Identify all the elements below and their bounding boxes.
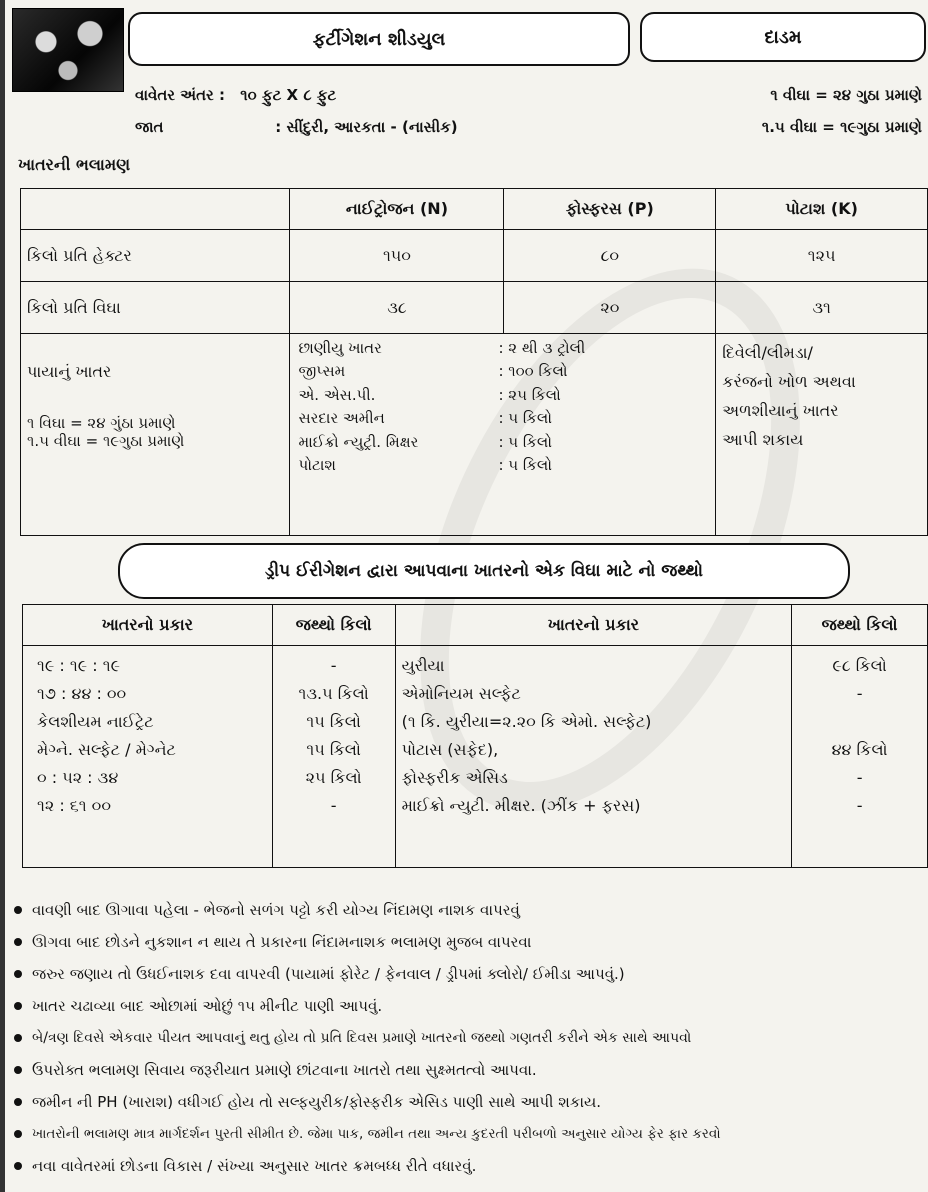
base-note-line: કરંજનો ખોળ અથવા <box>722 372 856 391</box>
spacing-line <box>135 86 336 104</box>
bullet-icon <box>14 1098 22 1106</box>
value-k: ૧૨૫ <box>716 230 928 282</box>
header-phosphorus: ફોસ્ફરસ (P) <box>504 189 716 230</box>
list-item: મેગ્ને. સલ્ફેટ / મેગ્નેટ <box>37 740 176 759</box>
list-item: - <box>330 796 337 815</box>
drip-table <box>22 604 928 868</box>
base-conversion-2: ૧.૫ વીઘા = ૧૯ગુઠા પ્રમાણે <box>27 432 185 450</box>
list-item: જીપ્સમ : ૧૦૦ કિલો <box>298 362 568 381</box>
list-item: પોટાસ (સફેદ), <box>401 740 499 759</box>
page-title: ફર્ટીગેશન શીડયુલ <box>312 28 446 50</box>
base-note-cell <box>716 334 928 536</box>
qty-column-1 <box>272 646 395 868</box>
fert-section-title: ખાતરની ભલામણ <box>18 155 131 174</box>
bullet-icon <box>14 906 22 914</box>
list-item: - <box>856 684 863 703</box>
base-note-line: અળશીયાનું ખાતર <box>722 401 839 420</box>
page-edge <box>0 0 5 1192</box>
list-item: ૪૪ કિલો <box>831 740 888 759</box>
list-item: છાણીયુ ખાતર : ૨ થી ૩ ટ્રોલી <box>298 338 586 357</box>
value-p: ૨૦ <box>504 282 716 334</box>
list-item: ફોસ્ફરીક એસિડ <box>401 768 508 787</box>
list-item: એ. એસ.પી. : ૨૫ કિલો <box>298 385 561 404</box>
header-fert-type-2: ખાતરનો પ્રકાર <box>395 605 792 646</box>
notes-list <box>14 894 924 1182</box>
header-potash: પોટાશ (K) <box>716 189 928 230</box>
crop-name: દાડમ <box>764 26 802 48</box>
base-label-cell <box>21 334 290 536</box>
value-k: ૩૧ <box>716 282 928 334</box>
base-note-line: દિવેલી/લીમડા/ <box>722 343 813 362</box>
table-header-row <box>23 605 928 646</box>
qty-column-2 <box>792 646 928 868</box>
table-header-row <box>21 189 928 230</box>
list-item: ૨૫ કિલો <box>305 768 362 787</box>
crop-name-box <box>640 12 926 62</box>
list-item: ખાતર ચઢાવ્યા બાદ ઓછામાં ઓછું ૧૫ મીનીટ પાણી આપવું. <box>14 990 924 1022</box>
list-item: સરદાર અમીન : ૫ કિલો <box>298 409 552 428</box>
header-nitrogen: નાઈટ્રોજન (N) <box>290 189 504 230</box>
list-item: ૧૩.૫ કિલો <box>298 684 369 703</box>
list-item: ૦ : ૫૨ : ૩૪ <box>37 768 119 787</box>
list-item: ૧૨ : ૬૧ ૦૦ <box>37 796 111 815</box>
drip-banner-text: ડ્રીપ ઈરીગેશન દ્વારા આપવાના ખાતરનો એક વિઘા માટે નો જથ્થો <box>264 561 704 581</box>
conversion-line-1: ૧ વીઘા = ૨૪ ગુઠા પ્રમાણે <box>770 86 922 104</box>
table-row <box>21 282 928 334</box>
list-item: ઊગવા બાદ છોડને નુકશાન ન થાય તે પ્રકારના નિંદામનાશક ભલામણ મુજબ વાપરવા <box>14 926 924 958</box>
drip-banner <box>118 543 850 599</box>
list-item: જમીન ની PH (ખારાશ) વધીગઈ હોય તો સલ્ફયુરીક/ફોસ્ફરીક એસિડ પાણી સાથે આપી શકાય. <box>14 1086 924 1118</box>
list-item: નવા વાવેતરમાં છોડના વિકાસ / સંખ્યા અનુસાર ખાતર ક્રમબધ્ધ રીતે વધારવું. <box>14 1150 924 1182</box>
list-item: માઈક્રો ન્યુટ્રી. મિક્ષર : ૫ કિલો <box>298 432 552 451</box>
list-item: પોટાશ : ૫ કિલો <box>298 456 552 475</box>
spacing-label: વાવેતર અંતર : <box>135 86 226 104</box>
drip-body-row <box>23 646 928 868</box>
fert-type-column-1 <box>23 646 273 868</box>
list-item: ૯૮ કિલો <box>832 656 887 675</box>
list-item: ઉપરોક્ત ભલામણ સિવાય જરૂરીયાત પ્રમાણે છાંટવાના ખાતરો તથા સુક્ષ્મતત્વો આપવા. <box>14 1054 924 1086</box>
list-item: ૧૫ કિલો <box>306 740 361 759</box>
base-conversion-1: ૧ વિઘા = ૨૪ ગુંઠા પ્રમાણે <box>27 414 176 432</box>
list-item: - <box>856 796 863 815</box>
list-item: વાવણી બાદ ઊગાવા પહેલા - ભેજનો સળંગ પટ્ટો કરી યોગ્ય નિંદામણ નાશક વાપરવું <box>14 894 924 926</box>
list-item: જરુર જણાય તો ઉધઈનાશક દવા વાપરવી (પાયામાં ફોરેટ / ફેનવાલ / ડ્રીપમાં ક્લોરો/ ઈમીડા આપવું.) <box>14 958 924 990</box>
bullet-icon <box>14 1130 22 1138</box>
variety-label: જાત <box>135 118 164 136</box>
list-item: ખાતરોની ભલામણ માત્ર માર્ગદર્શન પુરતી સીમીત છે. જેમા પાક, જમીન તથા અન્ય કુદરતી પરીબળો અનુસાર યોગ્ય ફેર ફાર કરવો <box>14 1118 924 1150</box>
variety-line <box>135 118 458 136</box>
fert-type-column-2 <box>395 646 792 868</box>
header-cell-blank <box>21 189 290 230</box>
value-n: ૧૫૦ <box>290 230 504 282</box>
fert-recommend-table <box>20 188 928 536</box>
list-item: ૧૭ : ૪૪ : ૦૦ <box>37 684 127 703</box>
spacing-value: ૧૦ ફુટ X ૮ ફુટ <box>240 86 337 104</box>
header-qty-2: જથ્થો કિલો <box>792 605 928 646</box>
row-label: કિલો પ્રતિ હેક્ટર <box>21 230 290 282</box>
pomegranate-photo <box>12 8 124 92</box>
list-item: ૧૯ : ૧૯ : ૧૯ <box>37 656 121 675</box>
header-qty-1: જથ્થો કિલો <box>272 605 395 646</box>
bullet-icon <box>14 1162 22 1170</box>
base-label: પાયાનું ખાતર <box>27 362 112 381</box>
base-items-cell <box>290 334 716 536</box>
value-p: ૮૦ <box>504 230 716 282</box>
list-item: (૧ કિ. યુરીયા=૨.૨૦ કિ એમો. સલ્ફેટ) <box>401 712 652 731</box>
list-item: એમોનિયમ સલ્ફેટ <box>401 684 521 703</box>
list-item: ૧૫ કિલો <box>306 712 361 731</box>
bullet-icon <box>14 970 22 978</box>
table-row <box>21 230 928 282</box>
list-item: માઈક્રો ન્યુટી. મીક્ષર. (ઝીંક + ફરસ) <box>401 796 641 815</box>
page-title-box <box>128 12 630 66</box>
list-item: બે/ત્રણ દિવસે એકવાર પીયત આપવાનું થતુ હોય તો પ્રતિ દિવસ પ્રમાણે ખાતરનો જથ્થો ગણતરી કરીને એક સાથે આપવો <box>14 1022 924 1054</box>
variety-value: : સીંદુરી, આરકતા - (નાસીક) <box>275 118 458 136</box>
list-item: યુરીયા <box>401 656 445 675</box>
list-item <box>798 708 921 736</box>
list-item: - <box>330 656 337 675</box>
bullet-icon <box>14 1002 22 1010</box>
list-item: - <box>856 768 863 787</box>
list-item: કેલશીયમ નાઈટ્રેટ <box>37 712 154 731</box>
base-note-line: આપી શકાય <box>722 430 804 449</box>
bullet-icon <box>14 1034 22 1042</box>
value-n: ૩૮ <box>290 282 504 334</box>
base-fertilizer-row <box>21 334 928 536</box>
header-fert-type-1: ખાતરનો પ્રકાર <box>23 605 273 646</box>
conversion-line-2: ૧.૫ વીઘા = ૧૯ગુઠા પ્રમાણે <box>761 118 922 136</box>
bullet-icon <box>14 938 22 946</box>
bullet-icon <box>14 1066 22 1074</box>
row-label: કિલો પ્રતિ વિઘા <box>21 282 290 334</box>
